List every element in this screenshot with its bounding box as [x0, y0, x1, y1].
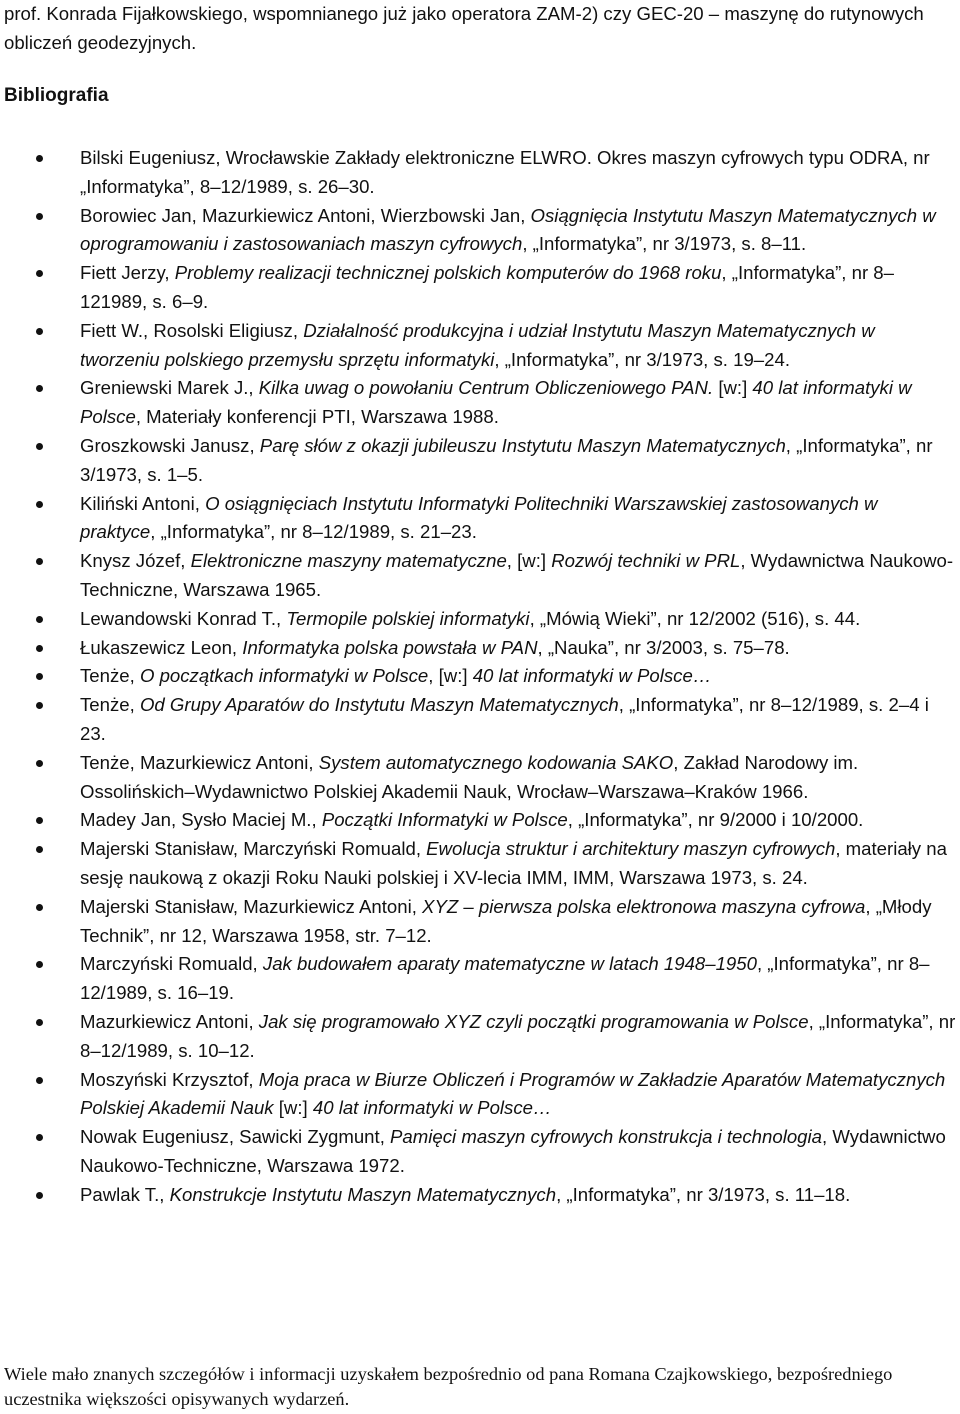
bullet-icon [36, 443, 43, 450]
entry-text: , „Mówią Wieki”, nr 12/2002 (516), s. 44. [529, 607, 861, 629]
entry-title: Moja praca w Biurze Obliczeń i Programów w Zakładzie Aparatów Matematycznych Polskiej Akademii Nauk [80, 1068, 946, 1119]
entry-title: O osiągnięciach Instytutu Informatyki Politechniki Warszawskiej zastosowanych w praktyce [80, 492, 878, 543]
bullet-icon [36, 1134, 43, 1141]
bullet-icon [36, 673, 43, 680]
bullet-icon [36, 385, 43, 392]
entry-text: , Wydawnictwo Naukowo-Techniczne, Warszawa 1972. [80, 1126, 946, 1176]
entry-text: Majerski Stanisław, Mazurkiewicz Antoni, [80, 895, 423, 917]
entry-text: Mazurkiewicz Antoni, [80, 1010, 259, 1032]
entry-title: Początki Informatyki w Polsce [321, 809, 568, 831]
entry-text: Fiett Jerzy, [80, 262, 175, 284]
entry-title: Termopile polskiej informatyki [286, 607, 530, 629]
entry-text: [w:] [273, 1097, 313, 1119]
entry-text: Marczyński Romuald, [80, 953, 263, 975]
bullet-icon [36, 1077, 43, 1084]
entry-text: , „Młody Technik”, nr 12, Warszawa 1958, str. 7–12. [80, 895, 932, 946]
entry-title: Jak się programowało XYZ czyli początki programowania w Polsce [258, 1010, 809, 1032]
bibliography-entry [0, 1066, 960, 1124]
entry-text: , „Informatyka”, nr 3/1973, s. 11–18. [556, 1183, 851, 1205]
bullet-icon [36, 846, 43, 853]
entry-text: , „Informatyka”, nr 8–12/1989, s. 16–19. [80, 953, 930, 1004]
entry-text: Łukaszewicz Leon, [80, 636, 243, 658]
entry-text: Madey Jan, Sysło Maciej M., [80, 809, 322, 831]
entry-text: , „Informatyka”, nr 9/2000 i 10/2000. [567, 809, 864, 831]
entry-title: Informatyka polska powstała w PAN [242, 636, 538, 658]
entry-text: Moszyński Krzysztof, [80, 1068, 259, 1090]
bullet-icon [36, 702, 43, 709]
entry-text: , „Informatyka”, nr 3/1973, s. 19–24. [494, 348, 790, 370]
bullet-icon [36, 155, 43, 162]
entry-title: XYZ – pierwsza polska elektronowa maszyna cyfrowa [422, 895, 866, 917]
bibliography-entry [0, 893, 960, 951]
entry-text: Majerski Stanisław, Marczyński Romuald, [80, 838, 427, 860]
entry-title: Kilka uwag o powołaniu Centrum Obliczeniowego PAN. [258, 377, 714, 399]
bullet-icon [36, 904, 43, 911]
entry-title: Ewolucja struktur i architektury maszyn cyfrowych [426, 838, 836, 860]
bibliography-entry [0, 662, 960, 691]
bullet-icon [36, 961, 43, 968]
entry-text: , „Nauka”, nr 3/2003, s. 75–78. [537, 636, 790, 658]
entry-text: Borowiec Jan, Mazurkiewicz Antoni, Wierzbowski Jan, [80, 204, 531, 226]
entry-text: Lewandowski Konrad T., [80, 607, 287, 629]
entry-text: Pawlak T., [80, 1183, 170, 1205]
entry-text: Greniewski Marek J., [80, 377, 259, 399]
entry-text: , Materiały konferencji PTI, Warszawa 1988. [135, 406, 499, 428]
entry-title: Jak budowałem aparaty matematyczne w latach 1948–1950 [262, 953, 757, 975]
entry-title: O początkach informatyki w Polsce [139, 665, 429, 687]
bullet-icon [36, 1019, 43, 1026]
bibliography-entry [0, 547, 960, 605]
entry-text: Nowak Eugeniusz, Sawicki Zygmunt, [80, 1126, 391, 1148]
bullet-icon [36, 270, 43, 277]
entry-text: , Wydawnictwa Naukowo-Techniczne, Warszawa 1965. [80, 550, 954, 600]
entry-text: [w:] [713, 377, 753, 399]
entry-text: Kiliński Antoni, [80, 492, 206, 514]
entry-text: Bilski Eugeniusz, Wrocławskie Zakłady elektroniczne ELWRO. Okres maszyn cyfrowych typu ODRA, nr „Informatyka”, 8–12/1989, s. 26–30. [80, 147, 930, 197]
entry-title: Osiągnięcia Instytutu Maszyn Matematycznych w oprogramowaniu i zastosowaniach maszyn cyfrowych [80, 204, 936, 255]
bibliography-entry [0, 144, 960, 202]
footnote: Wiele mało znanych szczegółów i informacji uzyskałem bezpośrednio od pana Romana Czajkowskiego, bezpośredniego uczestnika większości opisywanych wydarzeń. [4, 1364, 893, 1409]
bullet-icon [36, 501, 43, 508]
entry-text: , [w:] [428, 665, 473, 687]
entry-text: Tenże, [80, 694, 140, 716]
bibliography-entry [0, 605, 960, 634]
entry-title: Parę słów z okazji jubileuszu Instytutu Maszyn Matematycznych [259, 434, 786, 456]
bibliography-entry [0, 950, 960, 1008]
entry-text: , [w:] [506, 550, 552, 572]
bullet-icon [36, 1192, 43, 1199]
entry-text: Tenże, [80, 665, 140, 687]
entry-title: 40 lat informatyki w Polsce… [472, 665, 712, 687]
bibliography-entry [0, 1123, 960, 1181]
bibliography-entry [0, 1008, 960, 1066]
bullet-icon [36, 645, 43, 652]
bullet-icon [36, 328, 43, 335]
entry-text: Groszkowski Janusz, [80, 434, 260, 456]
entry-text: , materiały na sesję naukową z okazji Roku Nauki polskiej i XV-lecia IMM, IMM, Warszawa 1973, s. 24. [80, 838, 947, 888]
entry-text: , „Informatyka”, nr 8–12/1989, s. 2–4 i 23. [80, 694, 929, 744]
entry-title: Od Grupy Aparatów do Instytutu Maszyn Matematycznych [139, 694, 619, 716]
entry-text: , „Informatyka”, nr 8–121989, s. 6–9. [80, 262, 894, 312]
entry-title: Działalność produkcyjna i udział Instytutu Maszyn Matematycznych w tworzeniu polskiego przemysłu sprzętu informatyki [80, 319, 875, 370]
entry-text: , „Informatyka”, nr 3/1973, s. 8–11. [522, 233, 807, 255]
entry-text: Knysz Józef, [80, 550, 191, 572]
section-heading: Bibliografia [4, 85, 109, 106]
bibliography-entry [0, 749, 960, 807]
entry-text: , Zakład Narodowy im. Ossolińskich–Wydawnictwo Polskiej Akademii Nauk, Wrocław–Warszawa–Kraków 1966. [80, 751, 859, 802]
bibliography-list [0, 144, 960, 1209]
entry-text: Fiett W., Rosolski Eligiusz, [80, 319, 304, 341]
entry-title: Rozwój techniki w PRL [551, 550, 741, 572]
entry-title: Elektroniczne maszyny matematyczne [190, 550, 507, 572]
entry-title: 40 lat informatyki w Polsce… [312, 1097, 552, 1119]
bibliography-entry [0, 202, 960, 260]
bullet-icon [36, 817, 43, 824]
bullet-icon [36, 558, 43, 565]
bibliography-entry [0, 374, 960, 432]
entry-title: System automatycznego kodowania SAKO [318, 751, 674, 773]
entry-text: , „Informatyka”, nr 8–12/1989, s. 10–12. [80, 1010, 956, 1061]
entry-text: , „Informatyka”, nr 8–12/1989, s. 21–23. [150, 521, 477, 543]
bibliography-entry [0, 259, 960, 317]
bullet-icon [36, 616, 43, 623]
entry-text: , „Informatyka”, nr 3/1973, s. 1–5. [80, 434, 933, 485]
bibliography-entry [0, 432, 960, 490]
entry-title: 40 lat informatyki w Polsce [80, 377, 912, 428]
entry-title: Problemy realizacji technicznej polskich komputerów do 1968 roku [174, 262, 722, 284]
bibliography-entry [0, 634, 960, 663]
entry-title: Konstrukcje Instytutu Maszyn Matematycznych [169, 1183, 557, 1205]
bibliography-entry [0, 490, 960, 548]
bibliography-entry [0, 835, 960, 893]
entry-text: Tenże, Mazurkiewicz Antoni, [80, 751, 319, 773]
bullet-icon [36, 760, 43, 767]
bullet-icon [36, 213, 43, 220]
entry-title: Pamięci maszyn cyfrowych konstrukcja i technologia [390, 1126, 822, 1148]
intro-paragraph: prof. Konrada Fijałkowskiego, wspomnianego już jako operatora ZAM-2) czy GEC-20 – maszynę do rutynowych obliczeń geodezyjnych. [4, 3, 924, 53]
bibliography-entry [0, 317, 960, 375]
bibliography-entry [0, 691, 960, 749]
bibliography-entry [0, 1181, 960, 1210]
bibliography-entry [0, 806, 960, 835]
